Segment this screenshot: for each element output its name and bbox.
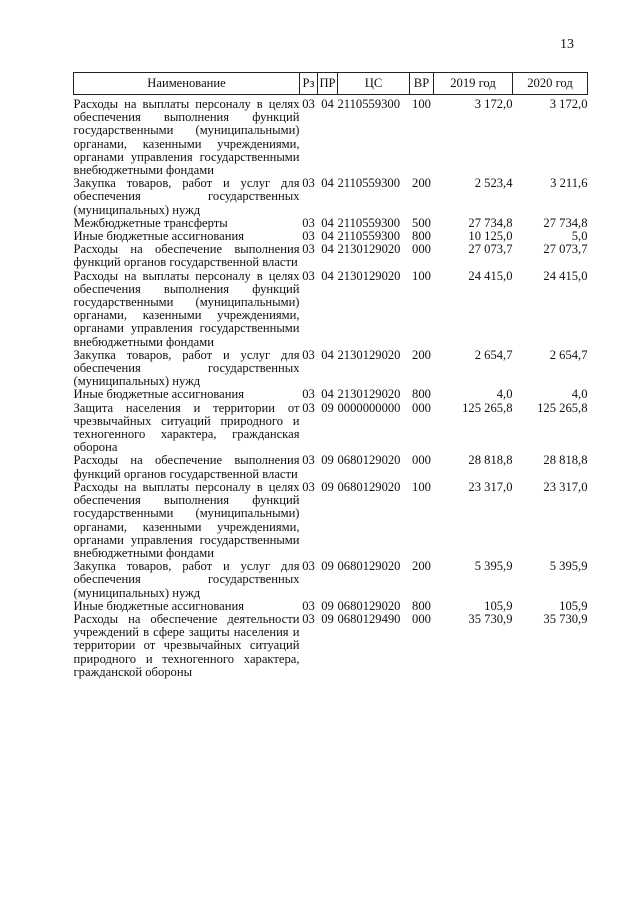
row-pr: 04 (321, 387, 334, 402)
row-pr: 04 (321, 215, 334, 230)
row-2020: 27 073,7 (543, 242, 588, 257)
table-row (74, 454, 588, 480)
row-name: Закупка товаров, работ и услуг для обеспечения государственных (муниципальных) нужд (73, 347, 300, 389)
row-vr: 000 (412, 400, 431, 415)
row-2019: 10 125,0 (468, 229, 513, 244)
row-pr: 04 (321, 347, 334, 362)
table-row (74, 481, 588, 560)
row-name: Расходы на выплаты персоналу в целях обеспечения выполнения функций государственными (муниципальными) органами, казенными учреждениями, органами управления государственными внебюджетными фондами (73, 479, 300, 560)
row-vr: 500 (412, 215, 431, 230)
row-2020: 105,9 (559, 598, 588, 613)
row-2019: 27 734,8 (468, 215, 513, 230)
row-2019: 28 818,8 (468, 453, 513, 468)
row-name: Расходы на обеспечение выполнения функций органов государственной власти (73, 453, 300, 481)
row-2019: 35 730,9 (468, 611, 513, 626)
table-row (74, 560, 588, 600)
row-rz: 03 (302, 229, 315, 244)
table-row (74, 613, 588, 679)
row-rz: 03 (302, 387, 315, 402)
row-name: Иные бюджетные ассигнования (73, 229, 245, 244)
row-2020: 35 730,9 (543, 611, 588, 626)
header-cs: ЦС (338, 73, 410, 95)
row-vr: 100 (412, 479, 431, 494)
row-2020: 28 818,8 (543, 453, 588, 468)
row-cs: 2130129020 (337, 347, 401, 362)
row-name: Расходы на обеспечение деятельности учреждений в сфере защиты населения и территории от чрезвычайных ситуаций природного и техногенного характера, гражданской обороны (73, 611, 300, 679)
row-2019: 23 317,0 (468, 479, 513, 494)
header-pr: ПР (318, 73, 338, 95)
row-rz: 03 (302, 453, 315, 468)
row-name: Иные бюджетные ассигнования (73, 598, 245, 613)
row-2020: 125 265,8 (537, 400, 588, 415)
row-2019: 2 523,4 (474, 176, 513, 191)
row-rz: 03 (302, 611, 315, 626)
row-name: Расходы на выплаты персоналу в целях обеспечения выполнения функций государственными (муниципальными) органами, казенными учреждениями, органами управления государственными внебюджетными фондами (73, 268, 300, 349)
row-2019: 4,0 (496, 387, 513, 402)
table-row (74, 600, 588, 613)
row-rz: 03 (302, 598, 315, 613)
row-name: Защита населения и территории от чрезвычайных ситуаций природного и техногенного характера, гражданская оборона (73, 400, 300, 455)
row-cs: 2110559300 (337, 215, 401, 230)
row-cs: 2110559300 (337, 176, 401, 191)
row-vr: 000 (412, 453, 431, 468)
row-2019: 5 395,9 (474, 559, 513, 574)
row-vr: 000 (412, 611, 431, 626)
row-2019: 105,9 (484, 598, 513, 613)
row-rz: 03 (302, 400, 315, 415)
row-pr: 04 (321, 268, 334, 283)
row-vr: 100 (412, 268, 431, 283)
row-cs: 2130129020 (337, 242, 401, 257)
row-rz: 03 (302, 559, 315, 574)
row-cs: 0000000000 (337, 400, 401, 415)
row-cs: 0680129020 (337, 479, 401, 494)
row-rz: 03 (302, 268, 315, 283)
row-pr: 04 (321, 242, 334, 257)
row-rz: 03 (302, 242, 315, 257)
row-vr: 200 (412, 559, 431, 574)
row-rz: 03 (302, 479, 315, 494)
table-row (74, 349, 588, 389)
row-2019: 24 415,0 (468, 268, 513, 283)
table-row (74, 243, 588, 269)
table-row (74, 402, 588, 455)
row-rz: 03 (302, 97, 315, 111)
page-number: 13 (560, 37, 574, 52)
row-2020: 24 415,0 (543, 268, 588, 283)
row-pr: 09 (321, 611, 334, 626)
row-cs: 2110559300 (337, 229, 401, 244)
table-row (74, 270, 588, 349)
row-vr: 200 (412, 347, 431, 362)
header-vr: ВР (410, 73, 434, 95)
header-2019: 2019 год (434, 73, 513, 95)
row-pr: 04 (321, 176, 334, 191)
row-2020: 27 734,8 (543, 215, 588, 230)
row-2020: 2 654,7 (549, 347, 588, 362)
row-rz: 03 (302, 176, 315, 191)
row-pr: 09 (321, 453, 334, 468)
row-cs: 2130129020 (337, 268, 401, 283)
row-vr: 800 (412, 229, 431, 244)
row-cs: 2130129020 (337, 387, 401, 402)
table-row (74, 388, 588, 401)
table-header-row (74, 73, 588, 95)
row-pr: 09 (321, 598, 334, 613)
row-2019: 27 073,7 (468, 242, 513, 257)
row-vr: 800 (412, 598, 431, 613)
row-name: Иные бюджетные ассигнования (73, 387, 245, 402)
row-cs: 0680129020 (337, 559, 401, 574)
row-name: Закупка товаров, работ и услуг для обеспечения государственных (муниципальных) нужд (73, 559, 300, 600)
table-row (74, 95, 588, 178)
header-name: Наименование (74, 73, 300, 95)
row-2020: 3 211,6 (550, 176, 588, 191)
row-name: Закупка товаров, работ и услуг для обеспечения государственных (муниципальных) нужд (73, 176, 300, 217)
row-2020: 5 395,9 (549, 559, 588, 574)
row-name: Межбюджетные трансферты (73, 215, 228, 230)
row-2020: 23 317,0 (543, 479, 588, 494)
row-rz: 03 (302, 215, 315, 230)
row-2020: 5,0 (571, 229, 588, 244)
table-row (74, 177, 588, 217)
row-cs: 0680129490 (337, 611, 401, 626)
row-pr: 04 (321, 229, 334, 244)
header-rz: Рз (300, 73, 318, 95)
row-2019: 3 172,0 (474, 97, 513, 111)
row-pr: 04 (321, 97, 334, 111)
row-vr: 200 (412, 176, 431, 191)
header-2020: 2020 год (513, 73, 588, 95)
row-cs: 0680129020 (337, 453, 401, 468)
row-2019: 125 265,8 (462, 400, 513, 415)
budget-table (73, 72, 588, 679)
row-name: Расходы на выплаты персоналу в целях обеспечения выполнения функций государственными (муниципальными) органами, казенными учреждениями, органами управления государственными внебюджетными фондами (73, 97, 300, 178)
row-rz: 03 (302, 347, 315, 362)
row-vr: 100 (412, 97, 431, 111)
row-cs: 0680129020 (337, 598, 401, 613)
row-vr: 000 (412, 242, 431, 257)
row-cs: 2110559300 (337, 97, 401, 111)
row-pr: 09 (321, 400, 334, 415)
row-2020: 4,0 (571, 387, 588, 402)
row-2020: 3 172,0 (549, 97, 588, 111)
row-vr: 800 (412, 387, 431, 402)
row-name: Расходы на обеспечение выполнения функций органов государственной власти (73, 242, 300, 270)
row-pr: 09 (321, 479, 334, 494)
row-pr: 09 (321, 559, 334, 574)
row-2019: 2 654,7 (474, 347, 513, 362)
